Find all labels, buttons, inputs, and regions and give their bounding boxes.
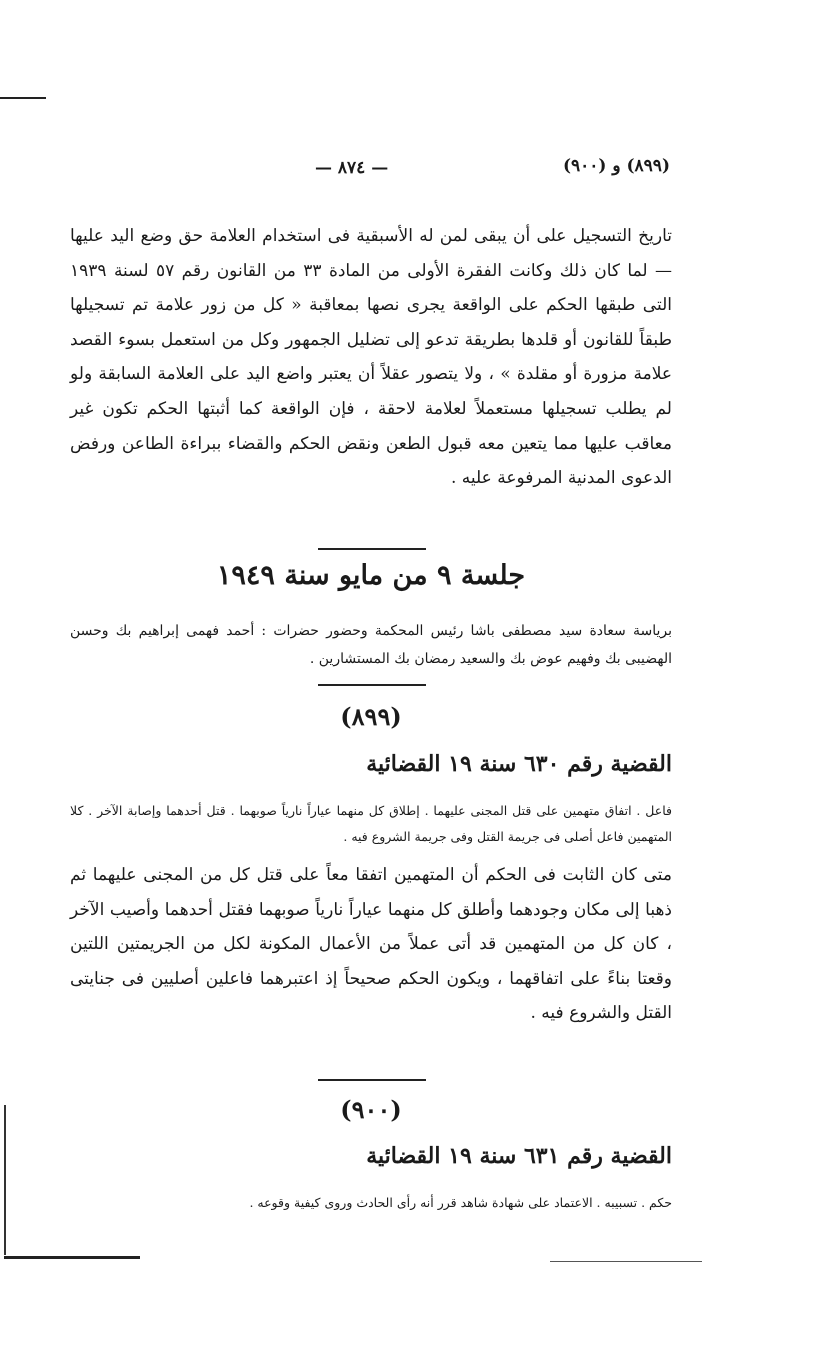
section-divider <box>318 548 426 550</box>
scan-edge-mark <box>550 1261 702 1262</box>
judgment-number: (٩٠٠) <box>340 1095 402 1124</box>
judgment-text: متى كان الثابت فى الحكم أن المتهمين اتفقا معاً على قتل كل من المجنى عليهما ثم ذهبا إلى مكان وجودهما وأطلق كل منهما عياراً نارياً صوبهما فقتل أحدهما وأصيب الآخر ، كان كل من المتهمين قد أتى عملاً من الأعمال المكونة لكل من الجريمتين اللتين وقعتا بناءً على اتفاقهما ، ويكون الحكم صحيحاً إذ اعتبرهما فاعلين أصليين فى جنايتى القتل والشروع فيه . <box>70 865 673 1024</box>
body-paragraph: تاريخ التسجيل على أن يبقى لمن له الأسبقية فى استخدام العلامة حق وضع اليد عليها — لما كان ذلك وكانت الفقرة الأولى من المادة ٣٣ من القانون رقم ٥٧ لسنة ١٩٣٩ التى طبقها الحكم على الواقعة يجرى نصها بمعاقبة « كل من زور علامة تم تسجيلها طبقاً للقانون أو قلدها بطريقة تدعو إلى تضليل الجمهور وكل من استعمل بسوء القصد علامة مزورة أو مقلدة » ، ولا يتصور عقلاً أن يعتبر واضع اليد على العلامة السابقة ولو لم يطلب تسجيلها مستعملاً لعلامة لاحقة ، فإن الواقعة كما أثبتها الحكم تكون غير معاقب عليها مما يتعين معه قبول الطعن ونقض الحكم والقضاء ببراءة الطاعن ورفض الدعوى المدنية المرفوعة عليه . <box>70 226 672 489</box>
scan-edge-mark <box>0 97 46 99</box>
section-divider <box>318 684 426 686</box>
page-number: — ٨٧٤ — <box>315 158 389 178</box>
scan-edge-mark <box>4 1105 6 1255</box>
session-presidency: برياسة سعادة سيد مصطفى باشا رئيس المحكمة وحضور حضرات : أحمد فهمى إبراهيم بك وحسن الهضيبى بك وفهيم عوض بك والسعيد رمضان بك المستشارين . <box>70 623 672 667</box>
judgment-summary: فاعل . اتفاق متهمين على قتل المجنى عليهما . إطلاق كل منهما عياراً نارياً صوبهما . قتل أحدهما وإصابة الآخر . كلا المتهمين فاعل أصلى فى جريمة القتل وفى جريمة الشروع فيه . <box>70 803 672 844</box>
running-head <box>70 156 670 184</box>
judgment-number: (٨٩٩) <box>340 702 402 731</box>
judgment-summary: حكم . تسبيبه . الاعتماد على شهادة شاهد قرر أنه رأى الحادث وروى كيفية وقوعه . <box>249 1195 672 1210</box>
header-case-numbers: (٨٩٩) و (٩٠٠) <box>562 156 670 176</box>
case-reference: القضية رقم ٦٣١ سنة ١٩ القضائية <box>366 1143 672 1169</box>
session-title: جلسة ٩ من مايو سنة ١٩٤٩ <box>216 560 526 591</box>
case-reference: القضية رقم ٦٣٠ سنة ١٩ القضائية <box>366 751 672 777</box>
scan-edge-mark <box>4 1256 140 1259</box>
section-divider <box>318 1079 426 1081</box>
